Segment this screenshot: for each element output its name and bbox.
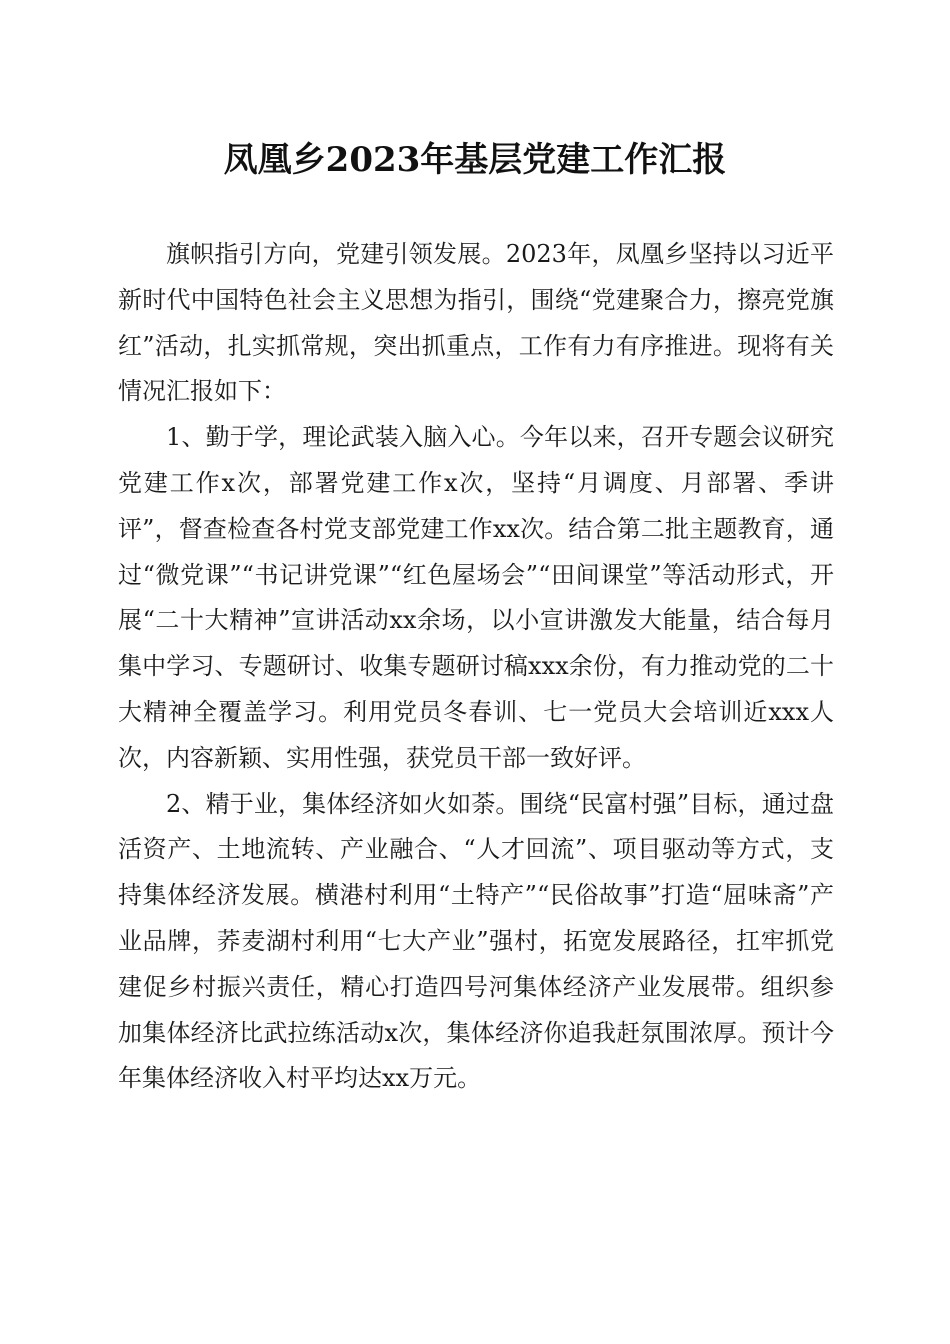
paragraph-economy: 2、精于业，集体经济如火如荼。围绕“民富村强”目标，通过盘活资产、土地流转、产业融合、“人才回流”、项目驱动等方式，支持集体经济发展。横港村利用“土特产”“民俗故事”打造“屈味斋”产业品牌，荞麦湖村利用“七大产业”强村，拓宽发展路径，扛牢抓党建促乡村振兴责任，精心打造四号河集体经济产业发展带。组织参加集体经济比武拉练活动x次，集体经济你追我赶氛围浓厚。预计今年集体经济收入村平均达xx万元。 [118, 789, 834, 1093]
document-body [118, 232, 834, 1102]
paragraph-intro: 旗帜指引方向，党建引领发展。2023年，凤凰乡坚持以习近平新时代中国特色社会主义思想为指引，围绕“党建聚合力，擦亮党旗红”活动，扎实抓常规，突出抓重点，工作有力有序推进。现将有关情况汇报如下： [118, 240, 834, 406]
paragraph-study: 1、勤于学，理论武装入脑入心。今年以来，召开专题会议研究党建工作x次，部署党建工作x次，坚持“月调度、月部署、季讲评”，督查检查各村党支部党建工作xx次。结合第二批主题教育，通过“微党课”“书记讲党课”“红色屋场会”“田间课堂”等活动形式，开展“二十大精神”宣讲活动xx余场，以小宣讲激发大能量，结合每月集中学习、专题研讨、收集专题研讨稿xxx余份，有力推动党的二十大精神全覆盖学习。利用党员冬春训、七一党员大会培训近xxx人次，内容新颖、实用性强，获党员干部一致好评。 [118, 423, 834, 772]
document-title: 凤凰乡2023年基层党建工作汇报 [223, 140, 727, 180]
